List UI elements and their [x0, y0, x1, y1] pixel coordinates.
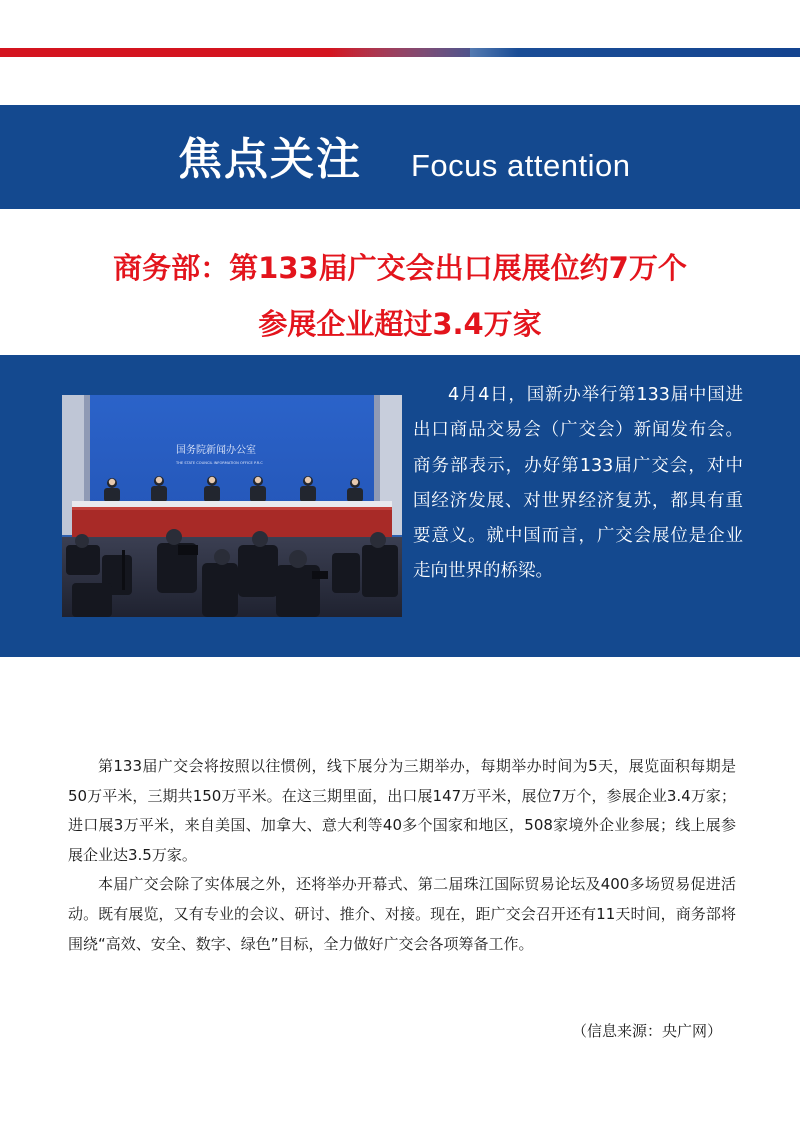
article-headline	[0, 240, 800, 352]
body-paragraph-1: 第133届广交会将按照以往惯例，线下展分为三期举办，每期举办时间为5天，展览面积每期是50万平米，三期共150万平米。在这三期里面，出口展147万平米，展位7万个，参展企业3.4万家；进口展3万平米，来自美国、加拿大、意大利等40多个国家和地区，508家境外企业参展；线上展参展企业达3.5万家。	[68, 757, 736, 864]
intro-paragraph: 4月4日，国新办举行第133届中国进出口商品交易会（广交会）新闻发布会。商务部表示，办好第133届广交会，对中国经济发展、对世界经济复苏，都具有重要意义。就中国而言，广交会展位是企业走向世界的桥梁。	[413, 385, 743, 582]
backdrop-title-cn: 国务院新闻办公室	[176, 445, 256, 456]
backdrop-title-en: THE STATE COUNCIL INFORMATION OFFICE P.R.C	[176, 461, 263, 465]
top-stripe	[0, 48, 800, 57]
article-body	[68, 752, 736, 959]
source-credit: （信息来源：央广网）	[571, 1022, 722, 1040]
section-title-en: Focus attention	[411, 148, 631, 183]
header-band	[0, 105, 800, 209]
headline-line-2: 参展企业超过3.4万家	[258, 307, 542, 341]
headline-line-1: 商务部：第133届广交会出口展展位约7万个	[113, 251, 687, 285]
top-stripe-blue	[330, 48, 800, 57]
section-title-cn: 焦点关注	[178, 134, 362, 185]
body-paragraph-2: 本届广交会除了实体展之外，还将举办开幕式、第二届珠江国际贸易论坛及400多场贸易促进活动。既有展览，又有专业的会议、研讨、推介、对接。现在，距广交会召开还有11天时间，商务部将围绕“高效、安全、数字、绿色”目标，全力做好广交会各项筹备工作。	[68, 875, 736, 953]
press-conference-photo	[62, 395, 402, 617]
